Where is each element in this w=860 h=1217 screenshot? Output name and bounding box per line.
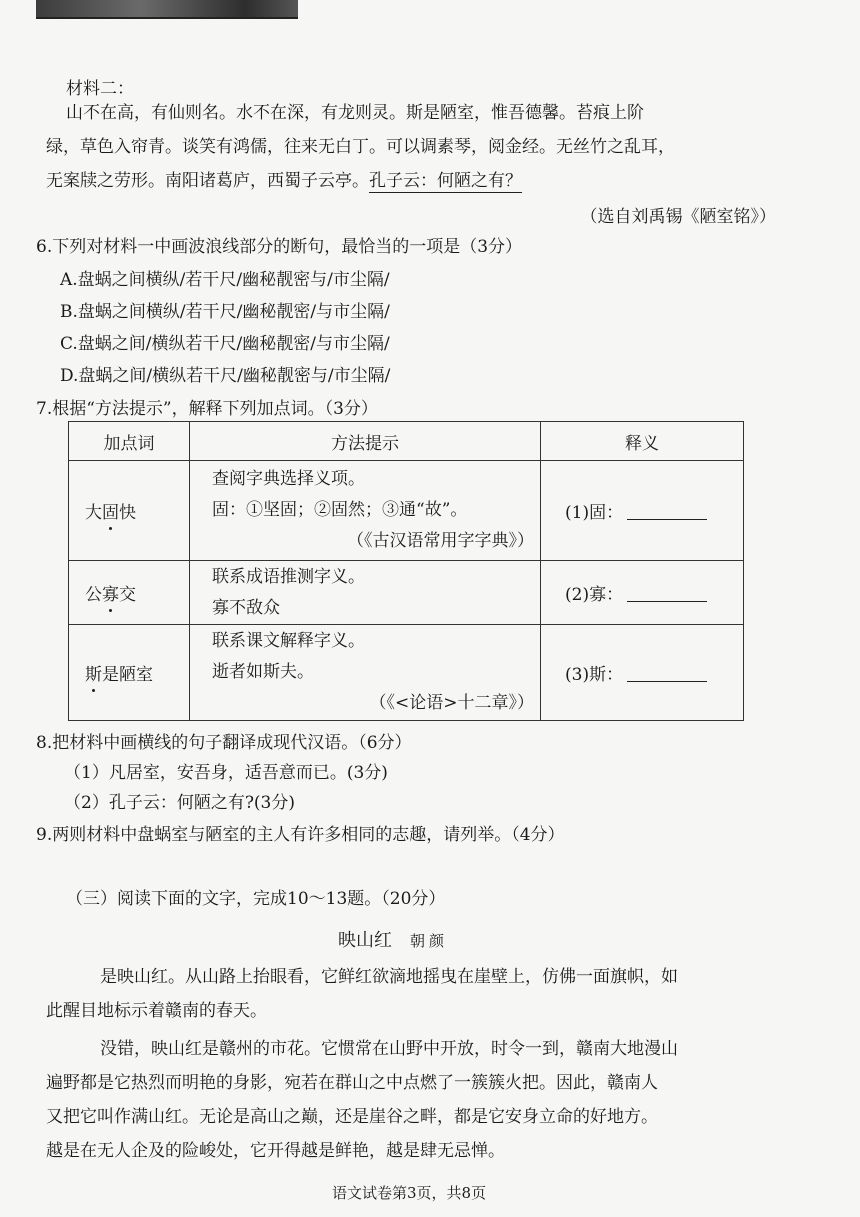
q7-hint-cell bbox=[190, 625, 541, 721]
q6-option-a: A.盘蜗之间横纵/若干尺/幽秘靓密与/市尘隔/ bbox=[60, 270, 390, 290]
material2-source: （选自刘禹锡《陋室铭》） bbox=[580, 207, 776, 227]
q7-word-cell bbox=[69, 461, 190, 561]
q7-hint-cell bbox=[190, 561, 541, 625]
answer-blank[interactable] bbox=[627, 600, 707, 602]
dotted-char: 寡 bbox=[102, 585, 119, 605]
paragraph-2-line-1: 没错，映山红是赣州的市花。它惯常在山野中开放，时令一到，赣南大地漫山 bbox=[66, 1039, 678, 1059]
material2-line-3 bbox=[46, 164, 675, 198]
q7-answer-cell bbox=[541, 625, 744, 721]
material2-line-1: 山不在高，有仙则名。水不在深，有龙则灵。斯是陋室，惟吾德馨。苔痕上阶 bbox=[66, 103, 644, 123]
q6-option-c: C.盘蜗之间/横纵若干尺/幽秘靓密/与市尘隔/ bbox=[60, 334, 390, 354]
word-text: 快 bbox=[119, 503, 136, 523]
material2-line-3-plain: 无案牍之劳形。南阳诸葛庐，西蜀子云亭。 bbox=[46, 171, 369, 191]
page-footer: 语文试卷第3页，共8页 bbox=[332, 1184, 487, 1202]
word-text: 交 bbox=[119, 585, 136, 605]
q6-option-b: B.盘蜗之间横纵/若干尺/幽秘靓密/与市尘隔/ bbox=[60, 302, 390, 322]
section3-heading: （三）阅读下面的文字，完成10～13题。（20分） bbox=[66, 889, 446, 909]
table-row bbox=[69, 625, 744, 721]
q8-item-2: （2）孔子云：何陋之有?(3分) bbox=[64, 793, 296, 813]
hint-line-1: 联系课文解释字义。 bbox=[212, 631, 365, 651]
q8-item-1: （1）凡居室，安吾身，适吾意而已。(3分) bbox=[64, 763, 388, 783]
q8-items bbox=[64, 758, 388, 818]
article-author: 朝颜 bbox=[410, 932, 449, 950]
table-row bbox=[69, 461, 744, 561]
q7-header-word: 加点词 bbox=[69, 422, 190, 461]
q9-stem: 9.两则材料中盘蜗室与陋室的主人有许多相同的志趣，请列举。（4分） bbox=[36, 825, 565, 845]
q7-header-hint: 方法提示 bbox=[190, 422, 541, 461]
hint-line-1: 查阅字典选择义项。 bbox=[212, 469, 365, 489]
material2-text bbox=[46, 96, 675, 198]
answer-blank[interactable] bbox=[627, 518, 707, 520]
q7-answer-cell bbox=[541, 561, 744, 625]
hint-source: （《<论语>十二章》） bbox=[369, 693, 534, 713]
hint-line-2: 逝者如斯夫。 bbox=[212, 662, 314, 682]
paragraph-2-line-3: 又把它叫作满山红。无论是高山之巅，还是崖谷之畔，都是它安身立命的好地方。 bbox=[46, 1107, 658, 1127]
q7-word-cell bbox=[69, 561, 190, 625]
hint-line-1: 联系成语推测字义。 bbox=[212, 566, 365, 587]
answer-blank[interactable] bbox=[627, 680, 707, 682]
q6-options bbox=[60, 264, 390, 392]
q8-stem: 8.把材料中画横线的句子翻译成现代汉语。（6分） bbox=[36, 733, 412, 753]
hint-line-2: 固：①坚固；②固然；③通“故”。 bbox=[212, 500, 468, 520]
hint-source: （《古汉语常用字字典》） bbox=[347, 531, 534, 551]
article-title: 映山红 bbox=[338, 930, 392, 951]
material2-line-2: 绿，草色入帘青。谈笑有鸿儒，往来无白丁。可以调素琴，阅金经。无丝竹之乱耳， bbox=[46, 137, 675, 157]
paragraph-2-line-4: 越是在无人企及的险峻处，它开得越是鲜艳，越是肆无忌惮。 bbox=[46, 1141, 505, 1161]
q7-table bbox=[68, 421, 744, 721]
q6-option-d: D.盘蜗之间/横纵若干尺/幽秘靓密与/市尘隔/ bbox=[60, 366, 391, 386]
answer-label: (2)寡： bbox=[565, 585, 624, 605]
q7-word-cell bbox=[69, 625, 190, 721]
paragraph-1-line-1: 是映山红。从山路上抬眼看，它鲜红欲滴地摇曳在崖壁上，仿佛一面旗帜，如 bbox=[66, 967, 678, 987]
paragraph-2-line-2: 遍野都是它热烈而明艳的身影，宛若在群山之中点燃了一簇簇火把。因此，赣南人 bbox=[46, 1073, 658, 1093]
paragraph-1-line-2: 此醒目地标示着赣南的春天。 bbox=[46, 1001, 267, 1021]
answer-label: (1)固： bbox=[565, 503, 624, 523]
cropped-image-fragment bbox=[36, 0, 298, 19]
word-text: 公 bbox=[85, 585, 102, 605]
q7-header-meaning: 释义 bbox=[541, 422, 744, 461]
q7-stem: 7.根据“方法提示”，解释下列加点词。（3分） bbox=[36, 399, 378, 419]
q6-stem: 6.下列对材料一中画波浪线部分的断句，最恰当的一项是（3分） bbox=[36, 237, 523, 257]
dotted-char: 斯 bbox=[85, 665, 102, 685]
material2-underlined-sentence: 孔子云：何陋之有？ bbox=[369, 171, 522, 191]
hint-line-2: 寡不敌众 bbox=[212, 597, 280, 618]
word-text: 大 bbox=[85, 503, 102, 523]
answer-label: (3)斯： bbox=[565, 665, 624, 685]
article-body bbox=[46, 960, 678, 1168]
table-row bbox=[69, 561, 744, 625]
q7-hint-cell bbox=[190, 461, 541, 561]
q7-answer-cell bbox=[541, 461, 744, 561]
material2-heading: 材料二： bbox=[66, 79, 134, 99]
article-title-line bbox=[338, 926, 448, 952]
q7-header-row bbox=[69, 422, 744, 461]
dotted-char: 固 bbox=[102, 503, 119, 523]
word-text: 是陋室 bbox=[102, 665, 153, 685]
